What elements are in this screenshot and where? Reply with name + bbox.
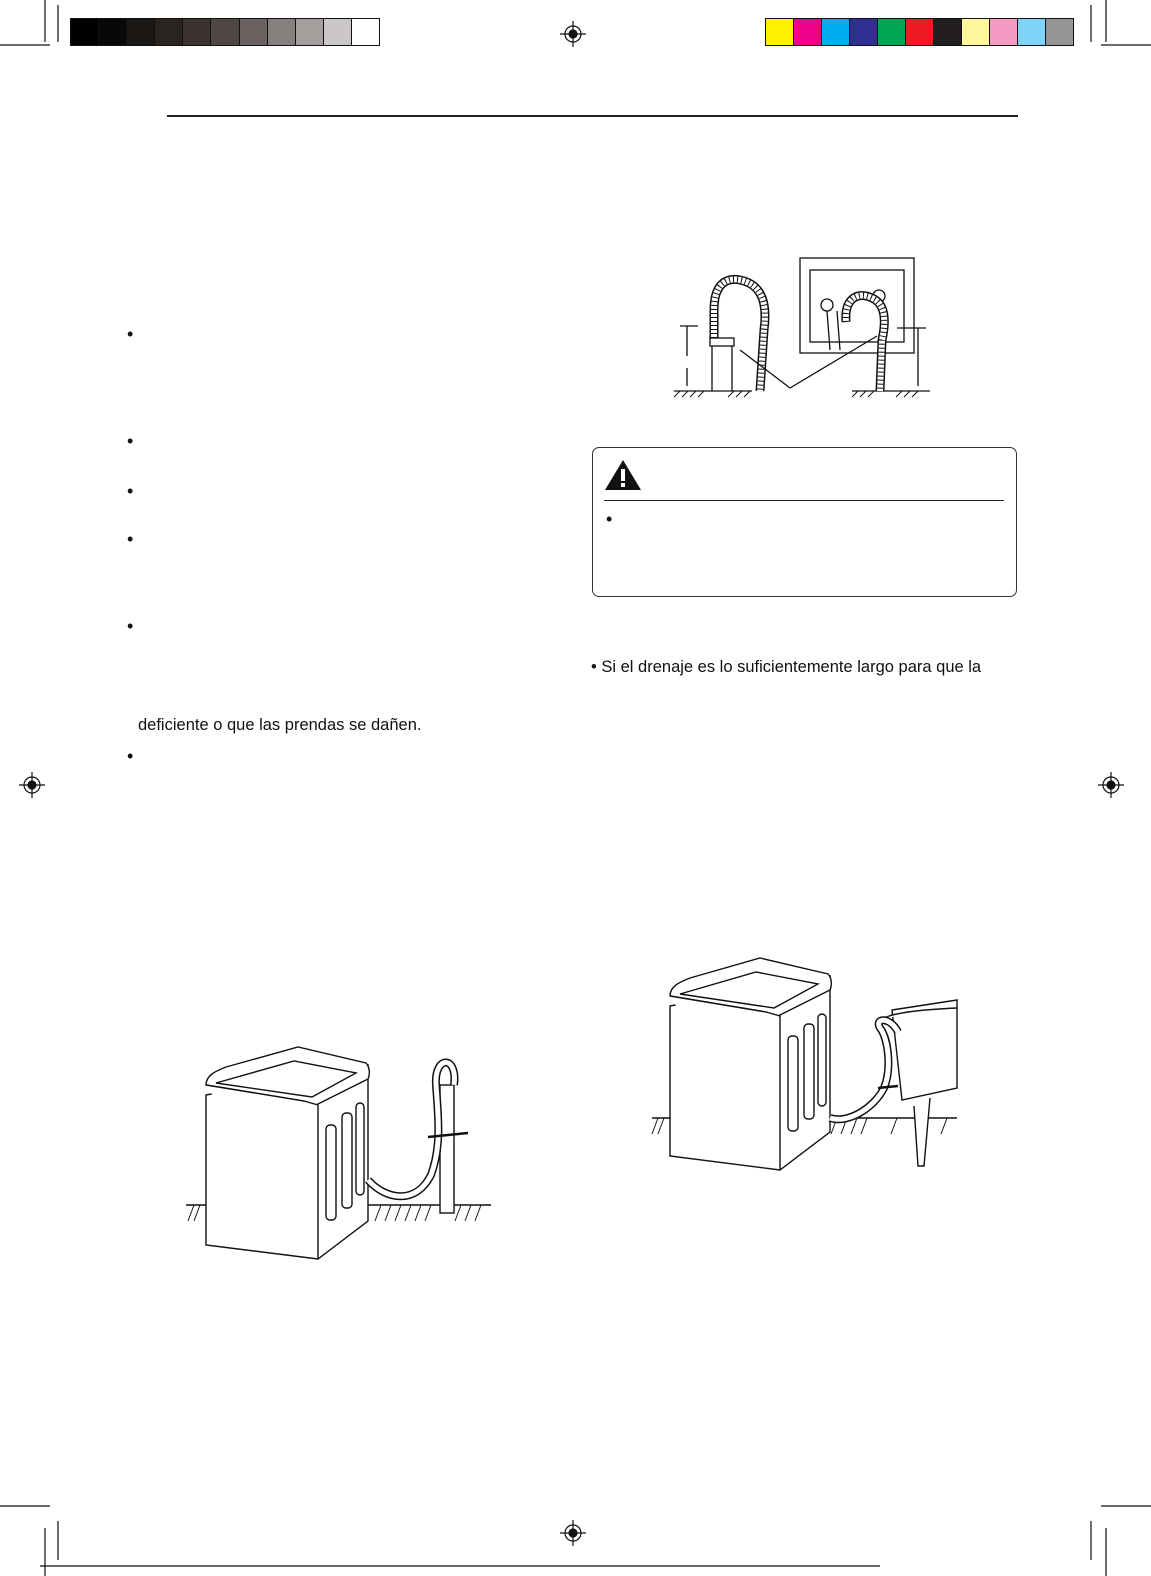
warning-triangle-icon	[604, 458, 642, 492]
color-swatch	[989, 19, 1017, 45]
list-bullet: •	[127, 529, 134, 549]
color-swatch	[210, 19, 238, 45]
color-swatch	[793, 19, 821, 45]
drain-note: • Si el drenaje es lo suficientemente largo para que la	[591, 658, 982, 676]
list-bullet: •	[127, 746, 134, 766]
color-swatch	[182, 19, 210, 45]
color-swatch	[71, 19, 98, 45]
color-swatch	[905, 19, 933, 45]
grayscale-color-bar	[70, 18, 380, 46]
color-swatch	[1017, 19, 1045, 45]
continuation-text: deficiente o que las prendas se dañen.	[138, 716, 422, 734]
process-color-bar	[765, 18, 1074, 46]
color-swatch	[1045, 19, 1073, 45]
washer-standpipe-illustration	[186, 1045, 496, 1265]
color-swatch	[961, 19, 989, 45]
color-swatch	[154, 19, 182, 45]
caution-box	[592, 447, 1017, 597]
caution-divider	[604, 500, 1004, 501]
color-swatch	[821, 19, 849, 45]
color-swatch	[323, 19, 351, 45]
color-swatch	[849, 19, 877, 45]
washer-tub-illustration	[652, 958, 962, 1173]
color-swatch	[933, 19, 961, 45]
registration-mark-icon	[19, 21, 1124, 1546]
color-swatch	[295, 19, 323, 45]
color-swatch	[877, 19, 905, 45]
color-swatch	[267, 19, 295, 45]
list-bullet: •	[127, 481, 134, 501]
header-rule	[167, 115, 1018, 117]
color-swatch	[126, 19, 154, 45]
color-swatch	[351, 19, 379, 45]
hose-hook-diagram	[672, 250, 942, 400]
list-bullet: •	[606, 509, 613, 529]
list-bullet: •	[127, 616, 134, 636]
list-bullet: •	[127, 431, 134, 451]
color-swatch	[766, 19, 793, 45]
color-swatch	[98, 19, 126, 45]
color-swatch	[239, 19, 267, 45]
list-bullet: •	[127, 324, 134, 344]
